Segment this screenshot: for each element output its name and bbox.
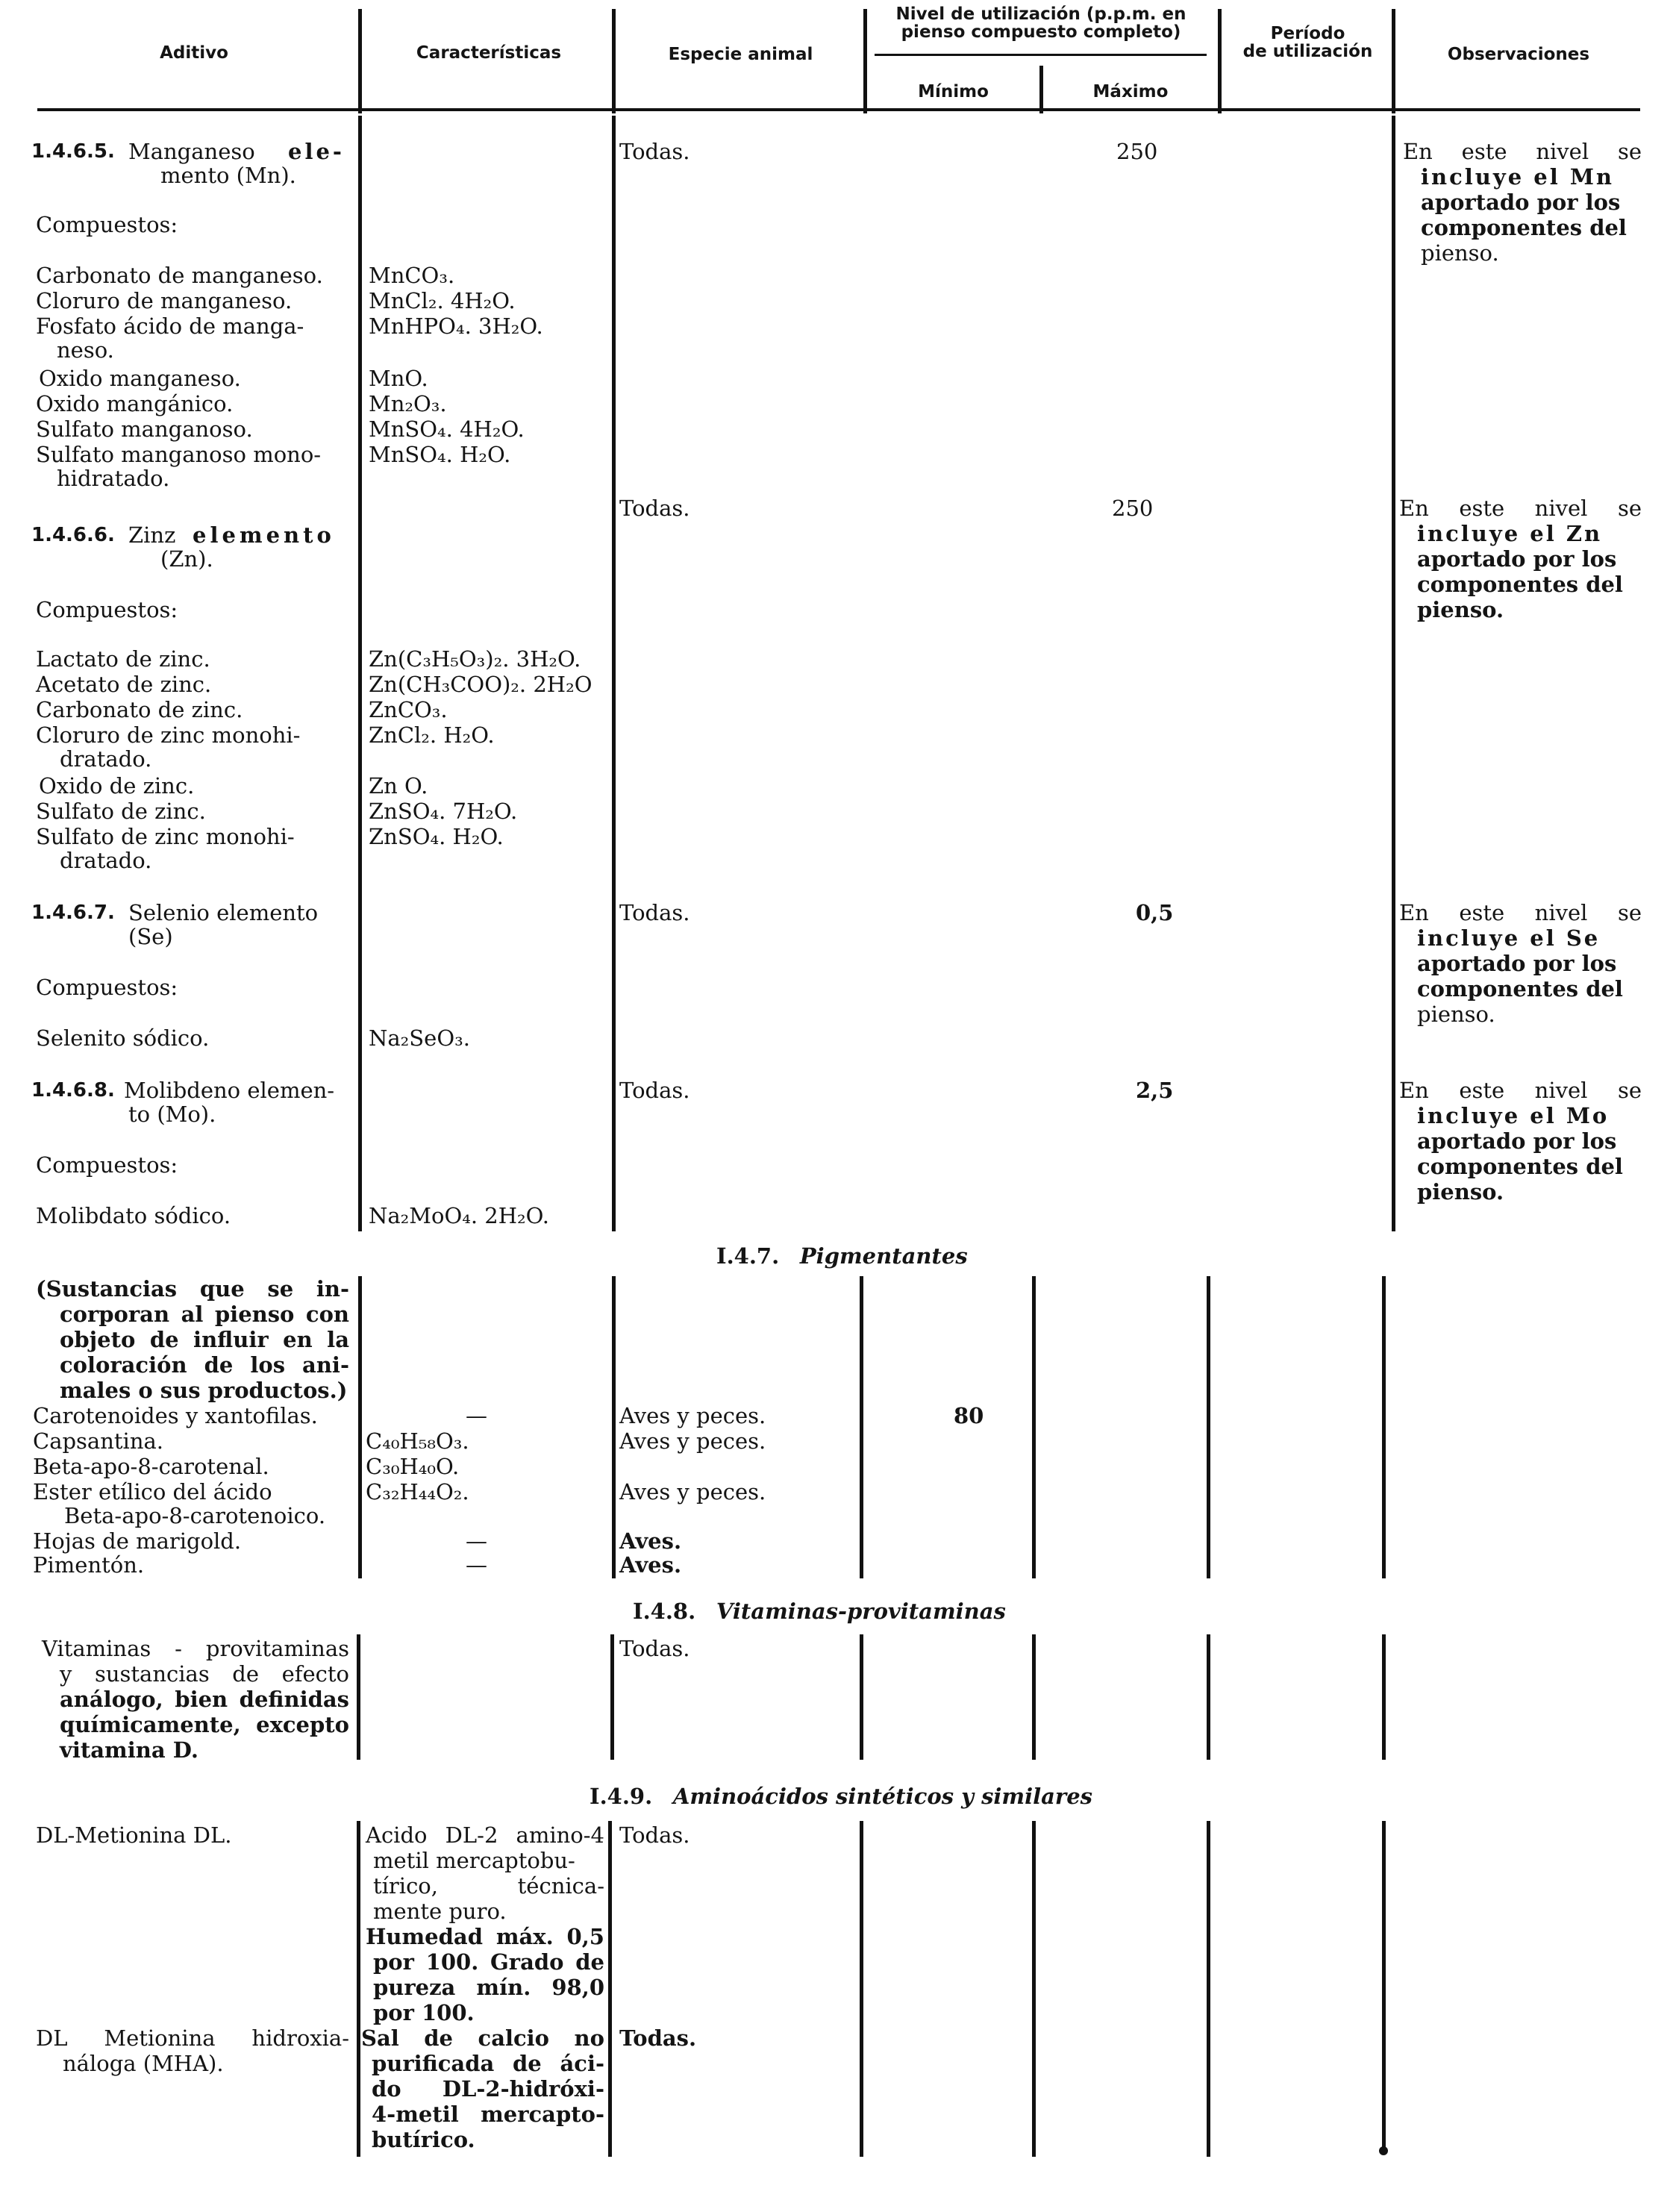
selenio-name-2: (Se) <box>128 924 173 949</box>
obs-se-5: pienso. <box>1417 1002 1495 1027</box>
header-nivel-line2: pienso compuesto completo) <box>901 22 1181 42</box>
section-vitaminas-title: Vitaminas-provitaminas <box>716 1599 1006 1624</box>
compound-mn-4: Oxido mangánico. <box>36 391 234 416</box>
pig-item-3: Ester etílico del ácido <box>33 1479 272 1505</box>
formula-mn-5: MnSO₄. 4H₂O. <box>369 416 525 442</box>
col-divider-min-max <box>1039 66 1043 113</box>
vit-line-1: Vitaminas - provitaminas <box>42 1636 349 1661</box>
vit-divider-5 <box>1207 1634 1210 1760</box>
amino-item-0: DL-Metionina DL. <box>36 1822 232 1848</box>
pig-item-2: Beta-apo-8-carotenal. <box>33 1454 269 1479</box>
obs-se-4: componentes del <box>1417 976 1623 1002</box>
amino-divider-4 <box>1032 1821 1036 2157</box>
obs-zn-5: pienso. <box>1417 597 1504 622</box>
section-pigmentantes-num: I.4.7. <box>716 1243 780 1269</box>
amino-desc-0-6: por 100. Grado de <box>373 1949 604 1975</box>
formula-zn-4: Zn O. <box>369 773 428 799</box>
obs-mo-1: En este nivel se <box>1399 1078 1642 1103</box>
pig-especie-1: Aves y peces. <box>619 1428 766 1454</box>
obs-mo-3: aportado por los <box>1417 1128 1617 1154</box>
formula-zn-2: ZnCO₃. <box>369 697 448 722</box>
compound-mn-5: Sulfato manganoso. <box>36 416 253 442</box>
section-pigmentantes <box>716 1243 968 1269</box>
amino-desc-1-1: Sal de calcio no <box>361 2025 604 2051</box>
molibdeno-name-1: Molibdeno elemen- <box>124 1078 335 1103</box>
vit-divider-1 <box>357 1634 360 1760</box>
section-vitaminas <box>633 1599 1006 1624</box>
pig-formula-5: — <box>466 1552 487 1578</box>
compound-zn-6: Sulfato de zinc monohi- <box>36 824 295 849</box>
obs-zn-1: En este nivel se <box>1399 496 1642 521</box>
pig-especie-5: Aves. <box>619 1552 682 1578</box>
pig-especie-0: Aves y peces. <box>619 1403 766 1428</box>
vitaminas-text <box>42 1636 349 1763</box>
obs-mn-5: pienso. <box>1421 240 1499 266</box>
pig-formula-1: C₄₀H₅₈O₃. <box>366 1428 469 1454</box>
pig-intro-3: objeto de influir en la <box>60 1327 349 1352</box>
obs-zinc <box>1399 496 1642 622</box>
formula-zn-3: ZnCl₂. H₂O. <box>369 722 495 748</box>
pig-intro-4: coloración de los ani- <box>60 1352 349 1378</box>
obs-zn-3: aportado por los <box>1417 546 1617 572</box>
vit-line-4: químicamente, excepto <box>60 1712 349 1737</box>
header-observaciones: Observaciones <box>1447 45 1590 64</box>
pig-item-5: Pimentón. <box>33 1552 145 1578</box>
formula-mo-0: Na₂MoO₄. 2H₂O. <box>369 1203 549 1228</box>
compound-zn-5: Sulfato de zinc. <box>36 799 206 824</box>
end-bullet <box>1379 2146 1388 2155</box>
especie-manganeso: Todas. <box>619 139 690 164</box>
amino-desc-1-4: 4-metil mercapto- <box>372 2102 604 2127</box>
selenio-name-1: Selenio elemento <box>128 900 319 925</box>
compound-se-0: Selenito sódico. <box>36 1025 210 1051</box>
amino-desc-0-3: tírico, técnica- <box>373 1873 604 1899</box>
amino-desc-1-3: do DL-2-hidróxi- <box>372 2076 604 2102</box>
amino-desc-0-2: metil mercaptobu- <box>373 1848 575 1873</box>
pig-formula-4: — <box>466 1528 487 1554</box>
obs-mo-5: pienso. <box>1417 1179 1504 1205</box>
amino-divider-3 <box>860 1821 863 2157</box>
obs-manganeso <box>1403 139 1642 266</box>
obs-se-3: aportado por los <box>1417 951 1617 976</box>
obs-mn-2: incluye el Mn <box>1421 164 1615 190</box>
maximo-zinc: 250 <box>1112 496 1154 521</box>
obs-mn-1: En este nivel se <box>1403 139 1642 164</box>
zinc-name-2: (Zn). <box>160 546 213 572</box>
vit-divider-6 <box>1382 1634 1386 1760</box>
amino-divider-5 <box>1207 1821 1210 2157</box>
zinc-name-el: elemento <box>193 522 335 548</box>
section-vitaminas-num: I.4.8. <box>633 1599 696 1624</box>
col-divider-3 <box>863 9 867 113</box>
vit-line-2: y sustancias de efecto <box>60 1661 349 1687</box>
pig-intro-2: corporan al pienso con <box>60 1302 349 1327</box>
obs-zn-2: incluye el Zn <box>1417 521 1603 546</box>
pig-minimo-0: 80 <box>954 1403 984 1428</box>
compuestos-label-mn: Compuestos: <box>36 212 178 237</box>
amino-desc-0-4: mente puro. <box>373 1899 507 1924</box>
header-subrule <box>875 54 1207 56</box>
vit-divider-2 <box>610 1634 614 1760</box>
header-especie: Especie animal <box>668 45 813 64</box>
compound-mn-3: Oxido manganeso. <box>39 366 241 391</box>
pig-especie-3: Aves y peces. <box>619 1479 766 1505</box>
code-zinc: 1.4.6.6. <box>31 524 115 546</box>
section-amino-title: Aminoácidos sintéticos y similares <box>672 1784 1092 1809</box>
compound-mn-2: Fosfato ácido de manga- <box>36 313 304 339</box>
obs-molibdeno <box>1399 1078 1642 1205</box>
compound-mo-0: Molibdato sódico. <box>36 1203 231 1228</box>
obs-se-1: En este nivel se <box>1399 900 1642 925</box>
pig-intro-5: males o sus productos.) <box>60 1378 348 1403</box>
vit-divider-3 <box>860 1634 863 1760</box>
amino-especie-0: Todas. <box>619 1822 690 1848</box>
obs-zn-4: componentes del <box>1417 572 1623 597</box>
header-aditivo: Aditivo <box>160 43 228 63</box>
pig-divider-2 <box>612 1276 616 1578</box>
vit-line-5: vitamina D. <box>60 1737 198 1763</box>
amino-desc-1-2: purificada de áci- <box>372 2051 604 2076</box>
especie-vitaminas: Todas. <box>619 1636 690 1661</box>
amino-item-1 <box>36 2025 349 2076</box>
col-divider-5 <box>1392 9 1395 113</box>
compound-mn-6b: hidratado. <box>57 466 170 491</box>
compuestos-label-se: Compuestos: <box>36 975 178 1000</box>
amino-desc-1-5: butírico. <box>372 2127 475 2152</box>
vit-line-3: análogo, bien definidas <box>60 1687 349 1712</box>
obs-selenio <box>1399 900 1642 1027</box>
pig-divider-5 <box>1207 1276 1210 1578</box>
code-selenio: 1.4.6.7. <box>31 902 115 924</box>
formula-zn-1: Zn(CH₃COO)₂. 2H₂O <box>369 672 592 697</box>
code-molibdeno: 1.4.6.8. <box>31 1079 115 1102</box>
manganeso-name-el: ele- <box>288 139 345 164</box>
body1-divider-5 <box>1392 116 1395 1231</box>
header-caracteristicas: Características <box>416 43 562 63</box>
section-aminoacidos <box>590 1784 1092 1809</box>
compound-zn-3: Cloruro de zinc monohi- <box>36 722 301 748</box>
compound-mn-1: Cloruro de manganeso. <box>36 288 293 313</box>
amino-item-1-1: DL Metionina hidroxia- <box>36 2025 349 2051</box>
compuestos-label-mo: Compuestos: <box>36 1152 178 1178</box>
pig-item-1: Capsantina. <box>33 1428 164 1454</box>
obs-mn-3: aportado por los <box>1421 190 1621 215</box>
header-maximo: Máximo <box>1092 82 1169 101</box>
formula-zn-6: ZnSO₄. H₂O. <box>369 824 504 849</box>
obs-mo-2: incluye el Mo <box>1417 1103 1610 1128</box>
compound-mn-0: Carbonato de manganeso. <box>36 263 323 288</box>
compound-zn-1: Acetato de zinc. <box>36 672 212 697</box>
header-rule <box>37 108 1640 111</box>
code-manganeso: 1.4.6.5. <box>31 140 115 163</box>
obs-mo-4: componentes del <box>1417 1154 1623 1179</box>
formula-mn-1: MnCl₂. 4H₂O. <box>369 288 516 313</box>
formula-mn-4: Mn₂O₃. <box>369 391 447 416</box>
compound-mn-6: Sulfato manganoso mono- <box>36 442 322 467</box>
col-divider-1 <box>358 9 362 113</box>
compound-zn-0: Lactato de zinc. <box>36 646 210 672</box>
section-pigmentantes-title: Pigmentantes <box>799 1243 968 1269</box>
header-periodo-line2: de utilización <box>1242 42 1373 61</box>
amino-desc-1 <box>361 2025 604 2152</box>
obs-se-2: incluye el Se <box>1417 925 1601 951</box>
amino-desc-0 <box>366 1822 604 2025</box>
formula-mn-3: MnO. <box>369 366 428 391</box>
col-divider-4 <box>1218 9 1222 113</box>
amino-desc-0-5: Humedad máx. 0,5 <box>366 1924 604 1949</box>
compound-zn-3b: dratado. <box>60 746 152 772</box>
formula-zn-5: ZnSO₄. 7H₂O. <box>369 799 518 824</box>
amino-item-1-2: náloga (MHA). <box>63 2051 224 2076</box>
amino-desc-0-8: por 100. <box>373 2000 475 2025</box>
molibdeno-name-2: to (Mo). <box>128 1102 216 1127</box>
pig-especie-4: Aves. <box>619 1528 682 1554</box>
col-divider-2 <box>612 9 616 113</box>
pig-intro-1: (Sustancias que se in- <box>36 1276 349 1302</box>
vit-divider-4 <box>1032 1634 1036 1760</box>
compuestos-label-zn: Compuestos: <box>36 597 178 622</box>
especie-selenio: Todas. <box>619 900 690 925</box>
pigmentantes-intro <box>36 1276 349 1403</box>
maximo-selenio: 0,5 <box>1136 900 1174 925</box>
compound-mn-2b: neso. <box>57 337 114 363</box>
pig-item-4: Hojas de marigold. <box>33 1528 242 1554</box>
amino-especie-1: Todas. <box>619 2025 697 2051</box>
compound-zn-2: Carbonato de zinc. <box>36 697 243 722</box>
especie-zinc: Todas. <box>619 496 690 521</box>
zinc-name-1: Zinz <box>128 522 176 548</box>
formula-mn-6: MnSO₄. H₂O. <box>369 442 511 467</box>
header-periodo-line1: Período <box>1270 24 1345 43</box>
maximo-molibdeno: 2,5 <box>1136 1078 1174 1103</box>
formula-se-0: Na₂SeO₃. <box>369 1025 470 1051</box>
body1-divider-1 <box>358 116 362 1231</box>
maximo-manganeso: 250 <box>1116 139 1158 164</box>
amino-desc-0-7: pureza mín. 98,0 <box>373 1975 604 2000</box>
manganeso-name-2: mento (Mn). <box>160 163 296 188</box>
formula-zn-0: Zn(C₃H₅O₃)₂. 3H₂O. <box>369 646 581 672</box>
compound-zn-4: Oxido de zinc. <box>39 773 195 799</box>
header-minimo: Mínimo <box>918 82 989 101</box>
section-amino-num: I.4.9. <box>590 1784 653 1809</box>
pig-formula-2: C₃₀H₄₀O. <box>366 1454 460 1479</box>
pig-divider-4 <box>1032 1276 1036 1578</box>
amino-divider-1 <box>357 1821 360 2157</box>
amino-divider-6 <box>1382 1821 1386 2149</box>
formula-mn-0: MnCO₃. <box>369 263 455 288</box>
compound-zn-6b: dratado. <box>60 848 152 873</box>
obs-mn-4: componentes del <box>1421 215 1627 240</box>
header-nivel-line1: Nivel de utilización (p.p.m. en <box>895 4 1186 24</box>
pig-formula-3: C₃₂H₄₄O₂. <box>366 1479 469 1505</box>
pig-divider-6 <box>1382 1276 1386 1578</box>
pig-divider-3 <box>860 1276 863 1578</box>
pig-divider-1 <box>358 1276 362 1578</box>
pig-item-3b: Beta-apo-8-carotenoico. <box>64 1503 326 1528</box>
formula-mn-2: MnHPO₄. 3H₂O. <box>369 313 543 339</box>
amino-desc-0-1: Acido DL-2 amino-4 <box>366 1822 604 1848</box>
especie-molibdeno: Todas. <box>619 1078 690 1103</box>
pig-formula-0: — <box>466 1403 487 1428</box>
pig-item-0: Carotenoides y xantofilas. <box>33 1403 318 1428</box>
manganeso-name-1: Manganeso <box>128 139 255 164</box>
body1-divider-2 <box>612 116 616 1231</box>
amino-divider-2 <box>608 1821 612 2157</box>
